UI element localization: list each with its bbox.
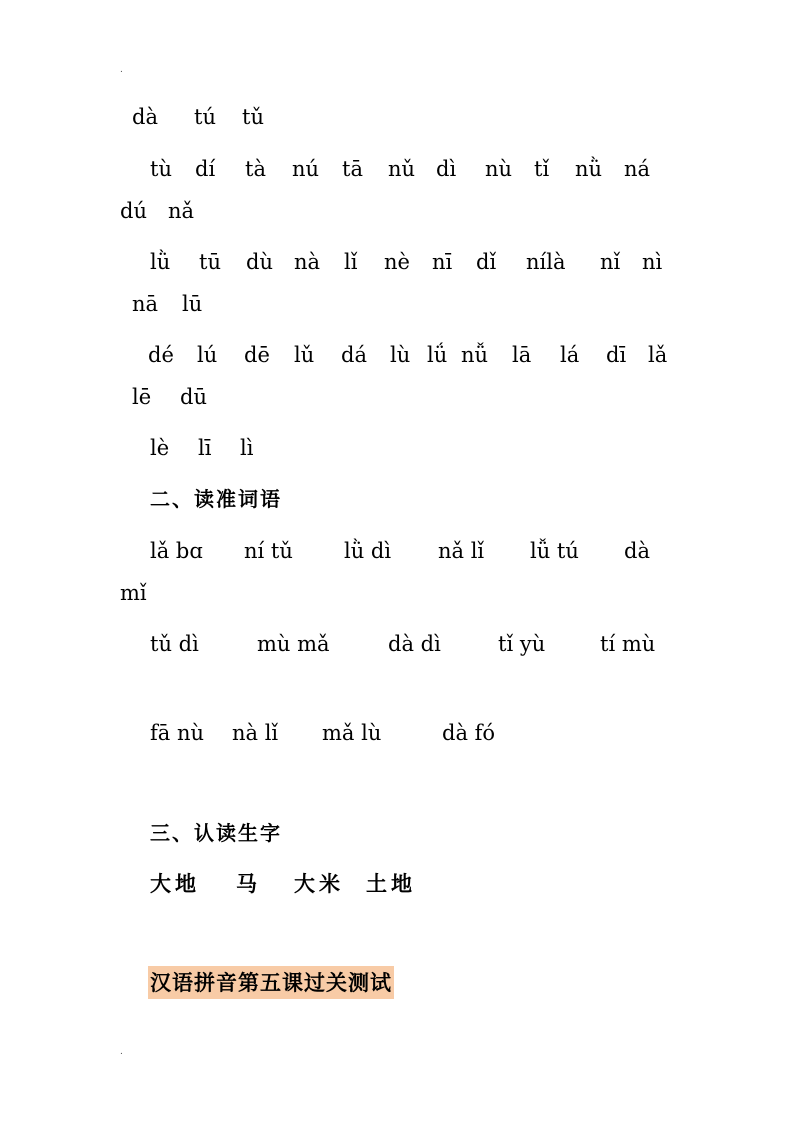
syllable: lù [390, 343, 411, 367]
syllable: lǜ [150, 250, 171, 274]
character-word: 土地 [366, 871, 416, 896]
syllable: dī [606, 343, 627, 367]
word: nà lǐ [232, 721, 279, 745]
syllable: lā [512, 343, 532, 367]
syllable: nè [384, 250, 410, 274]
lesson-title: 汉语拼音第五课过关测试 [148, 966, 394, 999]
syllable: nī [432, 250, 453, 274]
word: mǎ lù [322, 721, 382, 745]
syllable: lū [182, 292, 203, 316]
syllable: lè [150, 436, 170, 460]
syllable: nǜ [575, 157, 603, 181]
syllable: dà [132, 105, 158, 129]
syllable: lǎ [648, 343, 668, 367]
syllable: tà [245, 157, 266, 181]
word: mù mǎ [257, 632, 330, 656]
section-heading-characters: 三、认读生字 [150, 821, 282, 845]
section-heading-words: 二、读准词语 [150, 487, 282, 511]
syllable: tǐ [534, 157, 550, 181]
syllable: dù [246, 250, 273, 274]
syllable: nā [132, 292, 159, 316]
character-word: 大地 [150, 871, 200, 896]
page-mark-bottom: . [120, 1047, 123, 1057]
syllable: ná [624, 157, 651, 181]
syllable: lǔ [294, 343, 315, 367]
syllable: tū [199, 250, 221, 274]
syllable: lú [197, 343, 218, 367]
syllable: lǐ [344, 250, 358, 274]
page-mark-top: . [120, 65, 123, 75]
syllable: dí [195, 157, 216, 181]
syllable: nǐ [600, 250, 621, 274]
syllable: nǔ [388, 157, 416, 181]
word: nǎ lǐ [438, 539, 485, 563]
syllable: dì [436, 157, 457, 181]
syllable: lá [560, 343, 580, 367]
syllable: dá [341, 343, 367, 367]
syllable: dú [120, 199, 147, 223]
syllable: dē [244, 343, 270, 367]
syllable: lī [198, 436, 212, 460]
word: mǐ [120, 581, 147, 605]
syllable: tù [150, 157, 172, 181]
word: fā nù [150, 721, 205, 745]
syllable: nílà [526, 250, 566, 274]
syllable: lē [132, 385, 152, 409]
word: ní tǔ [244, 539, 293, 563]
word: tí mù [600, 632, 656, 656]
word: tǐ yù [498, 632, 546, 656]
word: tǔ dì [150, 632, 199, 656]
syllable: dǐ [476, 250, 497, 274]
word: dà fó [442, 721, 496, 745]
word: lǚ tú [530, 539, 579, 563]
syllable: nǚ [461, 343, 489, 367]
syllable: tǔ [242, 105, 264, 129]
character-word: 大米 [294, 871, 344, 896]
word: lǎ bɑ [150, 539, 203, 563]
character-word: 马 [236, 871, 261, 896]
syllable: lì [240, 436, 254, 460]
syllable: tú [194, 105, 216, 129]
word: lǜ dì [344, 539, 392, 563]
syllable: nù [485, 157, 513, 181]
syllable: nǎ [168, 199, 195, 223]
syllable: nà [294, 250, 321, 274]
syllable: nì [642, 250, 663, 274]
syllable: dū [180, 385, 207, 409]
word: dà [624, 539, 650, 563]
syllable: nú [292, 157, 320, 181]
syllable: dé [148, 343, 174, 367]
word: dà dì [388, 632, 441, 656]
syllable: tā [342, 157, 363, 181]
syllable: lǘ [427, 343, 448, 367]
